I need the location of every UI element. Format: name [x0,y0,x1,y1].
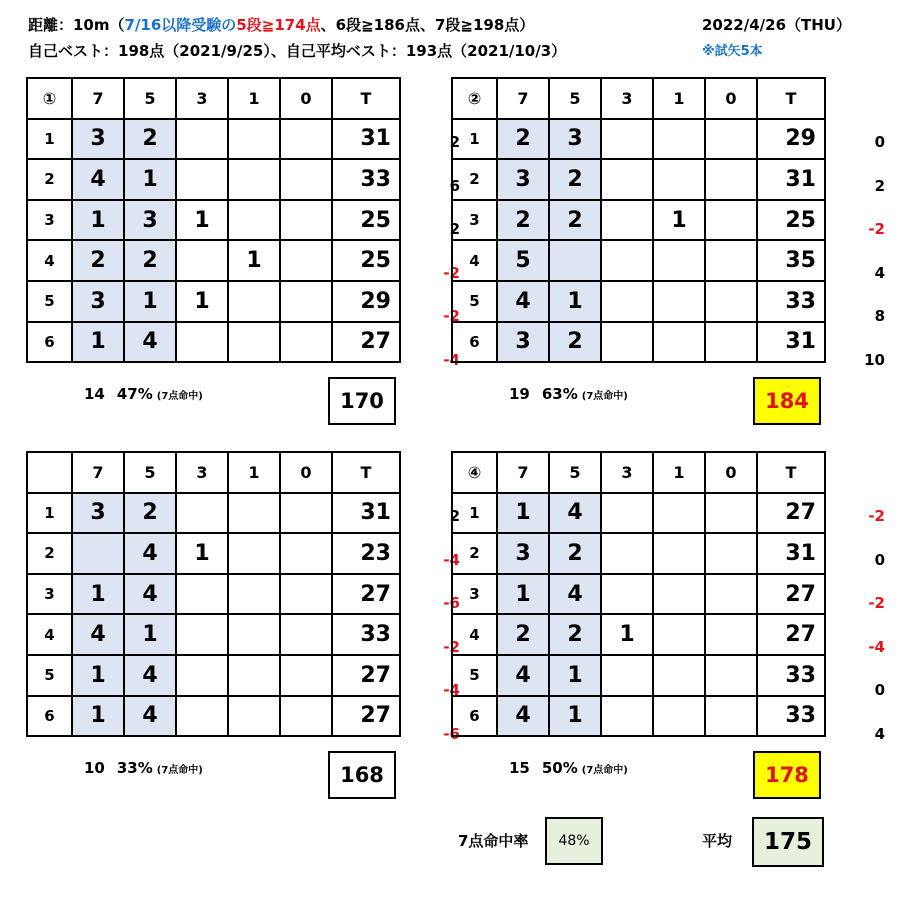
end-row [27,281,400,322]
score-table [451,451,826,737]
count-1 [228,655,280,696]
end-total: 31 [332,119,400,160]
end-number: 4 [27,240,72,281]
count-1 [228,322,280,363]
cumulative-diff: -6 [443,594,460,613]
score-table [26,451,401,737]
end-row [452,322,825,363]
hit-count: 19 [509,385,530,403]
cumulative-diff: -6 [443,724,460,743]
end-number: 5 [27,655,72,696]
end-number: 3 [27,200,72,241]
count-0 [705,655,757,696]
count-1 [228,533,280,574]
count-7: 2 [497,119,549,160]
count-1 [228,493,280,534]
count-5: 4 [124,655,176,696]
cumulative-diff: -2 [868,594,885,613]
count-7: 1 [72,200,124,241]
cumulative-diff: -2 [443,307,460,326]
end-total: 25 [332,240,400,281]
round-label: ① [27,78,72,119]
column-header-total: T [332,452,400,493]
end-total: 27 [332,696,400,737]
column-header: 7 [72,78,124,119]
count-7: 3 [497,322,549,363]
count-3 [601,281,653,322]
end-number: 6 [452,696,497,737]
count-5: 1 [124,159,176,200]
count-0 [280,614,332,655]
cumulative-diff: 0 [874,550,885,569]
round-total: 170 [328,377,396,425]
column-header: 1 [228,78,280,119]
count-0 [280,533,332,574]
round-total: 168 [328,751,396,799]
count-0 [705,322,757,363]
count-5: 1 [124,614,176,655]
cumulative-diff: 0 [874,681,885,700]
count-5: 4 [124,696,176,737]
count-1 [653,574,705,615]
count-7: 3 [72,281,124,322]
column-header: 5 [124,452,176,493]
round-block-2 [451,77,891,437]
round-hit-stats [509,385,628,403]
hit-label: (7点命中) [581,765,628,776]
end-row [452,574,825,615]
count-5: 1 [549,696,601,737]
count-7: 2 [497,614,549,655]
end-row [27,240,400,281]
round-block-3 [26,451,466,811]
count-3 [176,574,228,615]
cumulative-diff-column [833,495,885,757]
round-total: 184 [753,377,821,425]
dan67-thresholds: 、6段≧186点、7段≧198点） [320,16,535,34]
cumulative-diff: 8 [874,307,885,326]
cumulative-diff: -4 [443,350,460,369]
round-hit-stats [84,385,203,403]
count-3 [601,322,653,363]
end-row [27,200,400,241]
count-5: 2 [124,119,176,160]
column-header-total: T [757,78,825,119]
end-row [27,614,400,655]
count-1 [653,240,705,281]
count-1 [653,493,705,534]
end-row [452,281,825,322]
column-header: 0 [705,78,757,119]
count-5: 3 [124,200,176,241]
count-0 [705,159,757,200]
count-7: 1 [72,574,124,615]
count-7: 4 [72,159,124,200]
count-3 [176,655,228,696]
end-row [452,533,825,574]
column-header: 3 [176,452,228,493]
count-3 [601,159,653,200]
end-number: 6 [27,696,72,737]
end-number: 5 [27,281,72,322]
end-total: 23 [332,533,400,574]
dan5-threshold: 5段≧174点 [236,16,321,34]
count-5: 3 [549,119,601,160]
end-total: 27 [332,322,400,363]
cumulative-diff: -2 [443,637,460,656]
count-1: 1 [653,200,705,241]
hit-percent: 33% [116,759,153,777]
cumulative-diff: 10 [864,350,885,369]
count-0 [705,200,757,241]
count-3 [601,200,653,241]
count-0 [280,281,332,322]
column-header: 1 [228,452,280,493]
count-5: 1 [549,281,601,322]
end-number: 4 [452,614,497,655]
count-7: 1 [72,322,124,363]
hit-count: 15 [509,759,530,777]
end-total: 35 [757,240,825,281]
end-total: 27 [757,574,825,615]
column-header: 1 [653,78,705,119]
end-total: 33 [332,614,400,655]
count-3 [176,696,228,737]
count-0 [705,696,757,737]
count-3: 1 [601,614,653,655]
cumulative-diff: 4 [874,724,885,743]
count-7: 4 [497,655,549,696]
count-5: 2 [549,614,601,655]
count-0 [280,119,332,160]
end-number: 2 [27,159,72,200]
round-hit-stats [84,759,203,777]
end-number: 6 [27,322,72,363]
count-0 [705,281,757,322]
count-1: 1 [228,240,280,281]
count-3 [176,493,228,534]
round-label [27,452,72,493]
end-total: 31 [757,322,825,363]
column-header: 7 [72,452,124,493]
count-1 [653,614,705,655]
cumulative-diff: -2 [443,263,460,282]
end-total: 27 [757,614,825,655]
count-5: 2 [124,493,176,534]
count-0 [280,200,332,241]
count-5: 2 [549,533,601,574]
count-3 [601,240,653,281]
count-7: 3 [497,159,549,200]
count-7: 1 [497,574,549,615]
cumulative-diff: 6 [449,176,460,195]
cumulative-diff: 2 [449,220,460,239]
end-number: 3 [452,574,497,615]
count-1 [653,696,705,737]
end-total: 29 [757,119,825,160]
count-0 [280,574,332,615]
end-number: 4 [27,614,72,655]
hit-count: 14 [84,385,105,403]
end-total: 25 [332,200,400,241]
end-total: 29 [332,281,400,322]
count-3 [601,696,653,737]
end-total: 31 [757,159,825,200]
count-0 [280,322,332,363]
end-row [452,159,825,200]
end-row [27,493,400,534]
average-label: 平均 [702,832,733,850]
end-row [27,322,400,363]
count-1 [653,159,705,200]
column-header: 5 [549,452,601,493]
average-value: 175 [752,817,824,867]
count-5: 2 [549,200,601,241]
count-3 [601,574,653,615]
count-3 [176,614,228,655]
column-header: 7 [497,78,549,119]
round-block-4 [451,451,891,811]
end-row [27,159,400,200]
end-number: 6 [452,322,497,363]
column-header: 0 [705,452,757,493]
column-header: 7 [497,452,549,493]
count-7: 2 [72,240,124,281]
end-total: 33 [757,655,825,696]
cumulative-diff: -2 [868,220,885,239]
count-1 [653,655,705,696]
count-7: 4 [72,614,124,655]
session-date: 2022/4/26（THU） [702,16,851,34]
count-3 [176,322,228,363]
end-row [452,240,825,281]
end-row [27,119,400,160]
count-3 [601,493,653,534]
count-5: 2 [549,159,601,200]
column-header: 5 [124,78,176,119]
count-5: 1 [124,281,176,322]
count-3: 1 [176,533,228,574]
end-total: 33 [757,281,825,322]
count-5: 4 [124,574,176,615]
cumulative-diff: 2 [449,507,460,525]
distance-header [28,14,534,35]
column-header: 3 [601,452,653,493]
column-header: 5 [549,78,601,119]
count-1 [228,200,280,241]
end-number: 3 [27,574,72,615]
count-3: 1 [176,281,228,322]
practice-arrows-note: ※試矢5本 [702,44,763,59]
count-5: 4 [549,574,601,615]
column-header: 0 [280,452,332,493]
column-header: 3 [176,78,228,119]
end-total: 33 [757,696,825,737]
count-3: 1 [176,200,228,241]
count-3 [176,159,228,200]
round-label: ② [452,78,497,119]
end-row [452,655,825,696]
count-1 [653,281,705,322]
count-7: 3 [497,533,549,574]
count-0 [280,159,332,200]
count-5 [549,240,601,281]
count-0 [280,240,332,281]
end-row [27,696,400,737]
end-row [27,533,400,574]
hit-label: (7点命中) [156,765,203,776]
end-row [27,655,400,696]
end-number: 2 [452,533,497,574]
exam-date-rule: 7/16以降受験の [124,16,237,34]
end-total: 31 [332,493,400,534]
end-number: 5 [452,281,497,322]
end-total: 27 [332,574,400,615]
round-label: ④ [452,452,497,493]
count-5: 2 [124,240,176,281]
hit-percent: 47% [116,385,153,403]
score-table [451,77,826,363]
hit-label: (7点命中) [581,391,628,402]
end-row [452,200,825,241]
count-7: 3 [72,119,124,160]
cumulative-diff: 0 [874,133,885,151]
count-0 [705,119,757,160]
cumulative-diff: 2 [874,176,885,195]
count-5: 4 [549,493,601,534]
column-header-total: T [332,78,400,119]
count-7: 1 [497,493,549,534]
count-1 [228,574,280,615]
count-7: 4 [497,696,549,737]
end-row [452,493,825,534]
count-7: 1 [72,696,124,737]
cumulative-diff: -4 [443,550,460,569]
round-hit-stats [509,759,628,777]
count-1 [228,281,280,322]
count-0 [280,493,332,534]
count-0 [705,493,757,534]
end-total: 27 [332,655,400,696]
count-3 [601,119,653,160]
count-1 [653,322,705,363]
count-1 [228,696,280,737]
count-5: 2 [549,322,601,363]
end-total: 33 [332,159,400,200]
end-row [27,574,400,615]
personal-best: 自己ベスト：198点（2021/9/25）、自己平均ベスト：193点（2021/10/3） [28,42,567,60]
count-3 [176,240,228,281]
end-total: 25 [757,200,825,241]
hit-rate-label: 7点命中率 [458,832,529,850]
end-number: 4 [452,240,497,281]
count-3 [176,119,228,160]
end-number: 1 [27,493,72,534]
hit-percent: 63% [541,385,578,403]
column-header: 1 [653,452,705,493]
count-3 [601,533,653,574]
count-0 [280,655,332,696]
count-0 [280,696,332,737]
end-total: 27 [757,493,825,534]
score-table [26,77,401,363]
count-0 [705,574,757,615]
cumulative-diff: 2 [449,133,460,151]
count-7 [72,533,124,574]
count-7: 4 [497,281,549,322]
column-header-total: T [757,452,825,493]
end-row [452,696,825,737]
hit-percent: 50% [541,759,578,777]
hit-rate-value: 48% [545,817,603,865]
end-number: 5 [452,655,497,696]
count-1 [228,614,280,655]
cumulative-diff: -4 [443,681,460,700]
count-7: 2 [497,200,549,241]
end-row [452,614,825,655]
end-number: 1 [27,119,72,160]
end-total: 31 [757,533,825,574]
column-header: 0 [280,78,332,119]
hit-label: (7点命中) [156,391,203,402]
count-0 [705,533,757,574]
count-0 [705,614,757,655]
count-5: 4 [124,322,176,363]
end-number: 2 [452,159,497,200]
column-header: 3 [601,78,653,119]
count-7: 1 [72,655,124,696]
count-3 [601,655,653,696]
end-number: 2 [27,533,72,574]
cumulative-diff-column [833,121,885,383]
count-5: 1 [549,655,601,696]
count-7: 3 [72,493,124,534]
count-7: 5 [497,240,549,281]
count-1 [653,533,705,574]
round-block-1 [26,77,466,437]
cumulative-diff: -4 [868,637,885,656]
end-number: 1 [452,493,497,534]
count-1 [653,119,705,160]
round-total: 178 [753,751,821,799]
count-1 [228,119,280,160]
end-number: 1 [452,119,497,160]
count-5: 4 [124,533,176,574]
distance-label: 距離：10m（ [28,16,125,34]
count-1 [228,159,280,200]
end-number: 3 [452,200,497,241]
count-0 [705,240,757,281]
cumulative-diff: 4 [874,263,885,282]
end-row [452,119,825,160]
hit-count: 10 [84,759,105,777]
cumulative-diff: -2 [868,507,885,525]
